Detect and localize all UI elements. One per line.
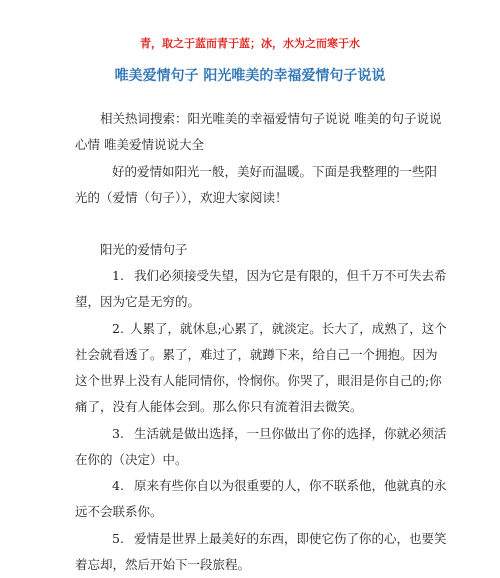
item-first-line	[75, 316, 447, 342]
item-text: 爱情是世界上最美好的东西，即使它伤了你的心，也要笑	[133, 531, 447, 546]
keywords-line: 心情 唯美爱情说说大全	[75, 137, 204, 152]
item-line: 望，因为它是无穷的。	[75, 294, 201, 309]
article-title: 唯美爱情句子 阳光唯美的幸福爱情句子说说	[114, 68, 386, 84]
item-line: 痛了，没有人能体会到。那么你只有流着泪去微笑。	[75, 399, 363, 414]
item-line: 远不会联系你。	[75, 504, 163, 519]
header-motto: 青，取之于蓝而青于蓝；冰，水为之而寒于水	[140, 37, 360, 50]
item-first-line	[75, 473, 447, 499]
item-first-line	[75, 526, 447, 552]
section-heading-block	[75, 237, 435, 263]
item-number: 5.	[112, 531, 124, 546]
item-number: 1.	[112, 268, 124, 283]
item-text: 原来有些你自以为很重要的人，你不联系他，他就真的永	[133, 478, 447, 493]
item-line: 社会就看透了。累了，难过了，就蹲下来，给自己一个拥抱。因为	[75, 347, 438, 362]
item-first-line	[75, 421, 447, 447]
item-line: 在你的（决定）中。	[75, 452, 188, 467]
item-4	[75, 473, 447, 525]
item-line: 着忘却，然后开始下一段旅程。	[75, 557, 251, 572]
paragraph-line: 好的爱情如阳光一般，美好而温暖。下面是我整理的一些阳	[112, 164, 438, 179]
paragraph-line: 光的（爱情（句子）），欢迎大家阅读！	[75, 190, 288, 205]
section-heading: 阳光的爱情句子	[100, 242, 188, 257]
item-1	[75, 263, 447, 315]
keywords-line: 相关热词搜索：阳光唯美的幸福爱情句子说说 唯美的句子说说	[100, 111, 442, 126]
item-3	[75, 421, 447, 473]
item-5	[75, 526, 447, 578]
item-text: 生活就是做出选择，一旦你做出了你的选择，你就必须活	[133, 426, 447, 441]
item-line: 这个世界上没有人能同情你，怜悯你。你哭了，眼泪是你自己的;你	[75, 373, 442, 388]
item-first-line	[75, 263, 447, 289]
item-number: 3.	[112, 426, 124, 441]
item-number: 4.	[112, 478, 124, 493]
item-text: 人累了，就休息;心累了，就淡定。长大了，成熟了，这个	[129, 321, 447, 336]
keywords-block	[75, 106, 442, 158]
item-text: 我们必须接受失望，因为它是有限的，但千万不可失去希	[133, 268, 447, 283]
intro-paragraph	[75, 159, 438, 211]
item-2	[75, 316, 447, 420]
item-number: 2.	[112, 321, 124, 336]
